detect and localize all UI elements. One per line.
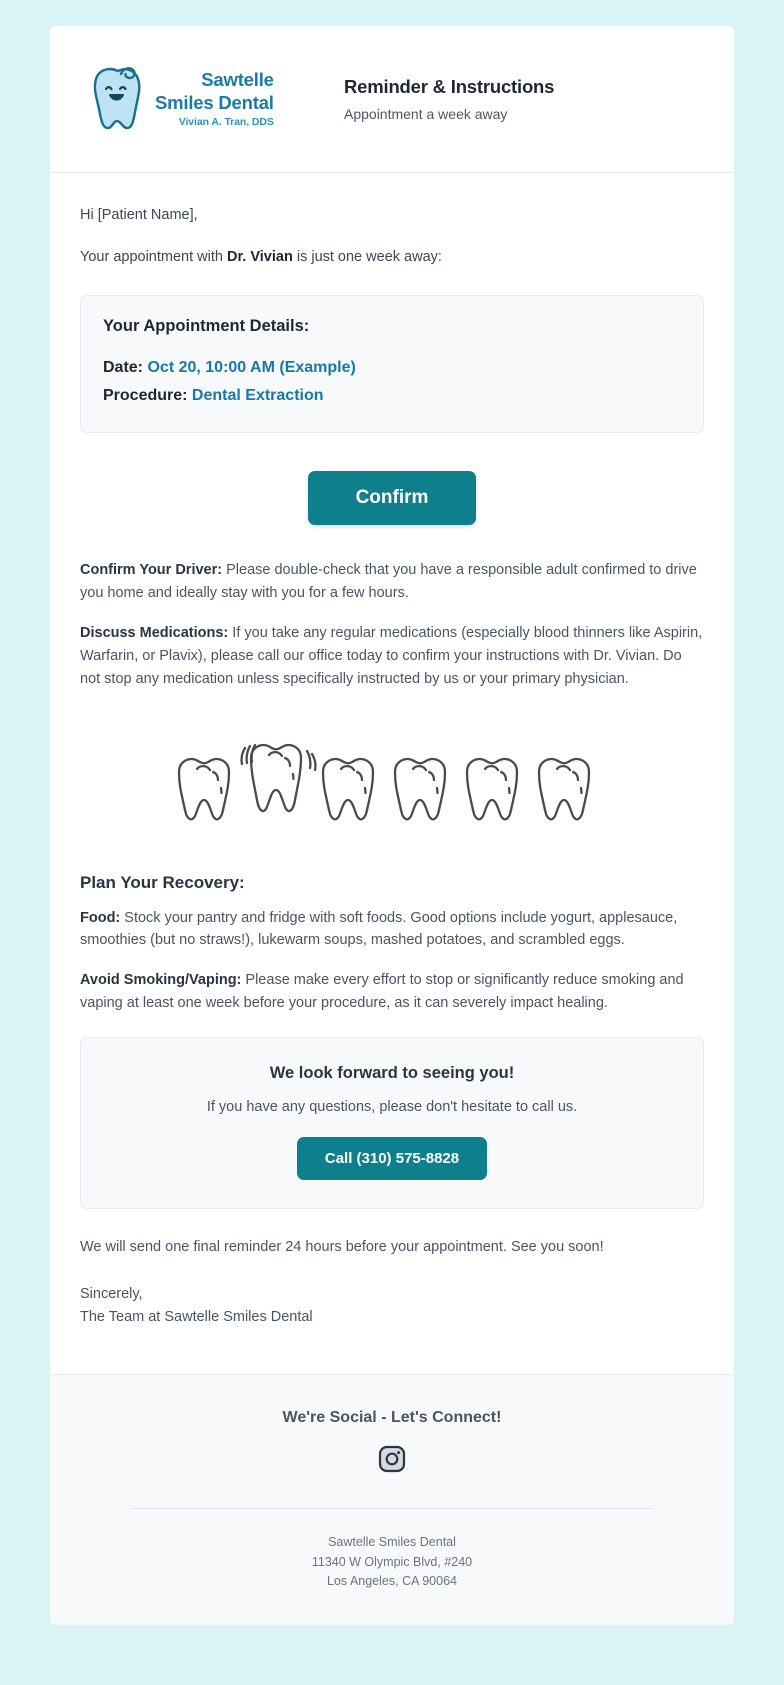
row-of-teeth-illustration-icon — [167, 734, 617, 839]
date-label: Date: — [103, 359, 144, 376]
call-button[interactable]: Call (310) 575-8828 — [297, 1137, 487, 1180]
smiling-tooth-logo-icon — [90, 65, 146, 133]
intro-text — [80, 249, 704, 265]
appointment-details-box — [80, 295, 704, 433]
instruction-paragraph-driver — [80, 559, 704, 605]
greeting-text: Hi [Patient Name], — [80, 207, 198, 223]
recovery-paragraph-food — [80, 907, 704, 953]
header-titles — [344, 76, 554, 122]
recovery-paragraph-smoking — [80, 969, 704, 1015]
page-subtitle: Appointment a week away — [344, 106, 508, 122]
address-line-1: Sawtelle Smiles Dental — [328, 1535, 456, 1550]
email-body — [50, 173, 734, 1374]
email-footer — [50, 1374, 734, 1625]
intro-before: Your appointment with — [80, 249, 227, 265]
logo-subtitle: Vivian A. Tran, DDS — [178, 115, 274, 128]
logo-line-2: Smiles Dental — [155, 91, 274, 113]
address-line-2: 11340 W Olympic Blvd, #240 — [311, 1554, 473, 1569]
confirm-cta-wrap — [80, 433, 704, 559]
email-card — [50, 26, 734, 1625]
instruction-lead-driver: Confirm Your Driver: — [80, 562, 223, 579]
procedure-label: Procedure: — [103, 386, 188, 404]
callout-subtitle: If you have any questions, please don't hesitate to call us. — [206, 1099, 578, 1116]
procedure-value: Dental Extraction — [191, 386, 324, 404]
brand-logo — [80, 65, 330, 133]
intro-after: is just one week away: — [292, 249, 442, 265]
confirm-button[interactable]: Confirm — [308, 471, 477, 525]
date-value: Oct 20, 10:00 AM (Example) — [147, 359, 356, 376]
callout-box — [80, 1037, 704, 1209]
signoff-block — [80, 1283, 704, 1346]
recovery-text-food: Stock your pantry and fridge with soft foods. Good options include yogurt, applesauce, smoothies (but no straws!), lukewarm soups, mashed potatoes, and scrambled eggs. — [80, 909, 678, 949]
instruction-text-medications: If you take any regular medications (especially blood thinners like Aspirin, Warfarin, or Plavix), please call our office today to confirm your instructions with Dr. Vivian. Do not stop any medication unless specifically instructed by us or your primary physician. — [80, 624, 703, 687]
appointment-procedure-row — [103, 382, 681, 410]
appointment-date-row — [103, 354, 681, 382]
teeth-illustration-wrap — [80, 708, 704, 861]
page-title: Reminder & Instructions — [344, 76, 555, 97]
recovery-section-title: Plan Your Recovery: — [80, 872, 245, 892]
doctor-name: Dr. Vivian — [226, 249, 293, 265]
appointment-details-title: Your Appointment Details: — [103, 317, 310, 335]
recovery-text-smoking: Please make every effort to stop or significantly reduce smoking and vaping at least one week before your procedure, as it can severely impact healing. — [80, 972, 684, 1012]
recovery-lead-food: Food: — [80, 909, 121, 926]
footer-divider — [130, 1508, 654, 1509]
social-title: We're Social - Let's Connect! — [282, 1409, 502, 1427]
closing-text: We will send one final reminder 24 hours before your appointment. See you soon! — [80, 1239, 604, 1256]
logo-line-1: Sawtelle — [201, 69, 274, 91]
address-line-3: Los Angeles, CA 90064 — [327, 1573, 457, 1588]
brand-logo-text — [155, 69, 274, 128]
signoff-line-1: Sincerely, — [80, 1286, 143, 1303]
instruction-paragraph-medications — [80, 622, 704, 691]
instruction-lead-medications: Discuss Medications: — [80, 624, 229, 641]
instagram-icon[interactable] — [378, 1445, 406, 1473]
recovery-lead-smoking: Avoid Smoking/Vaping: — [80, 972, 242, 989]
signoff-line-2: The Team at Sawtelle Smiles Dental — [80, 1308, 313, 1325]
instruction-text-driver: Please double-check that you have a responsible adult confirmed to drive you home and ideally stay with you for a few hours. — [80, 562, 697, 601]
email-header — [50, 26, 734, 173]
callout-title: We look forward to seeing you! — [269, 1064, 515, 1083]
footer-address — [80, 1533, 704, 1591]
